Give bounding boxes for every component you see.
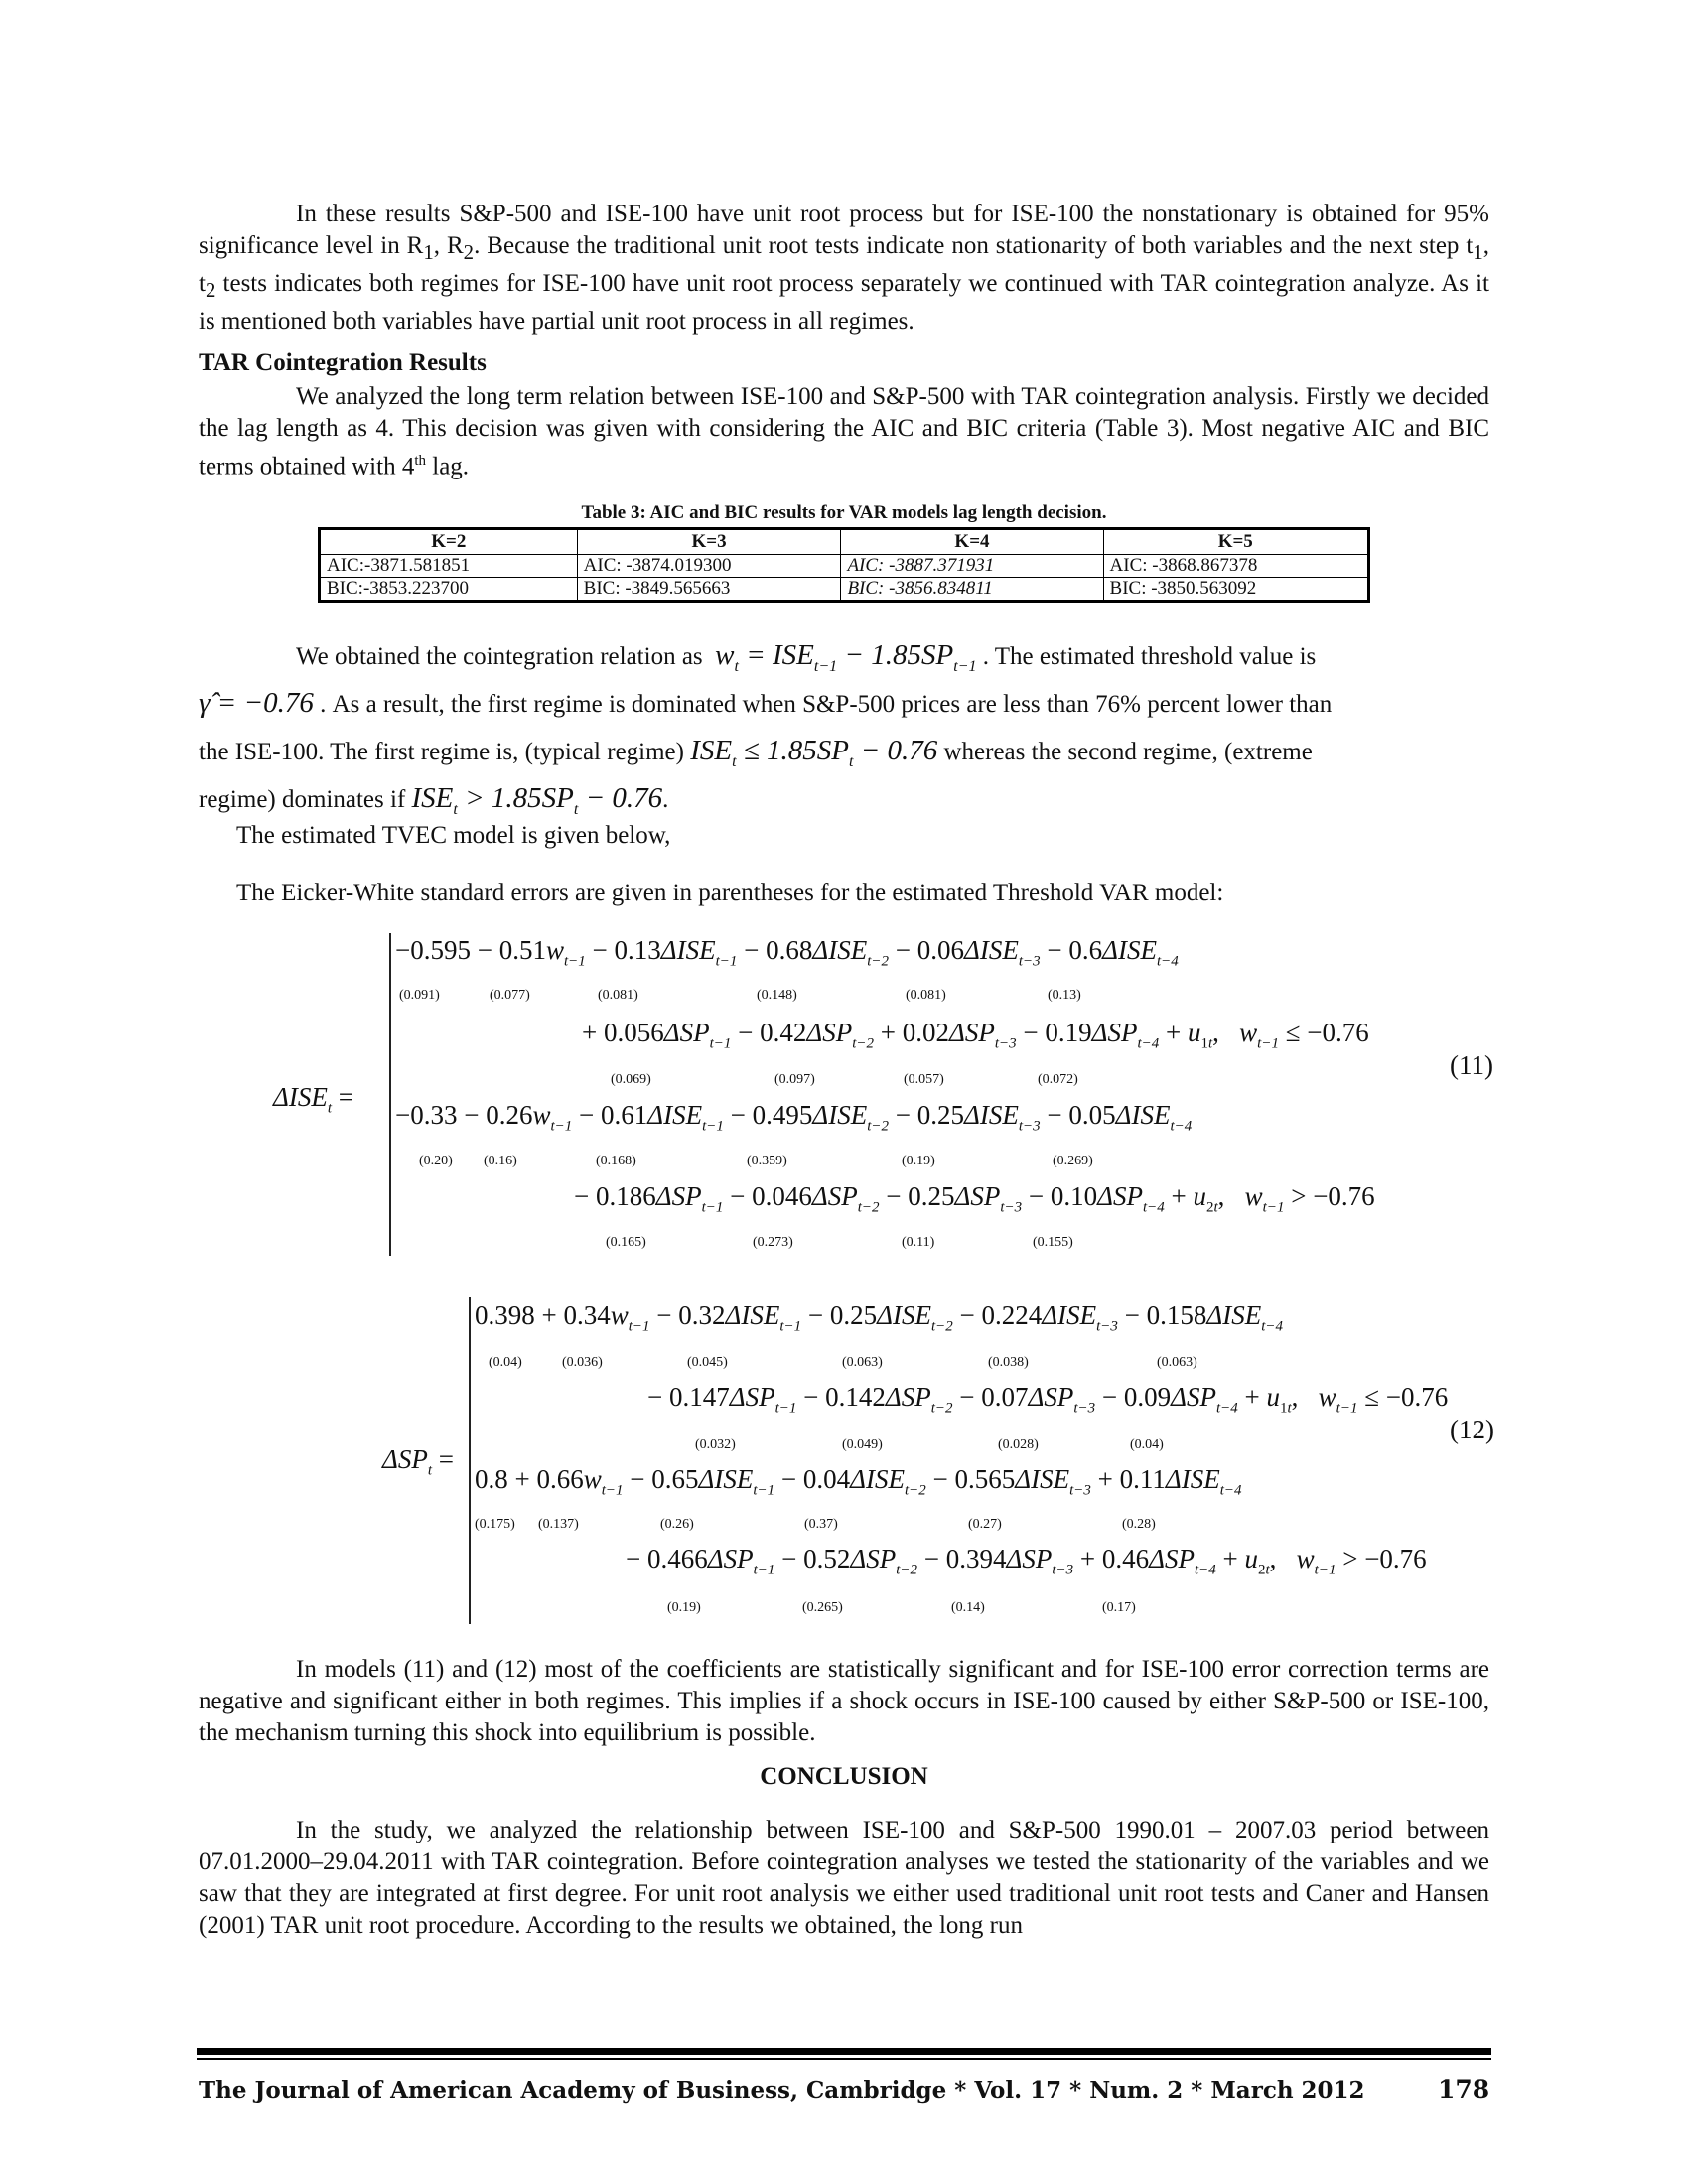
se: (0.14) [951,1600,985,1615]
eq12-regime2-line2: − $0.466\Delta SP_{t-1} - 0.52\Delta SP_{t-2} - 0.394\Delta SP_{t-3} + 0.46\Delta SP_{t-4} + u_{2t}$, $w_{t-1} > -0.76$ [626,1544,1427,1578]
table-cell: AIC:-3871.581851 [320,555,578,578]
table-header: K=3 [577,529,841,555]
table-header: K=2 [320,529,578,555]
equation-inline: $ISE_t \le 1.85SP_t - 0.76$ [690,735,938,770]
conclusion-paragraph-text: In the study, we analyzed the relationship between ISE-100 and S&P-500 1990.01 – 2007.03 period between 07.01.2000–29.04.2011 with TAR cointegration. Before cointegration analyses we tested the stationarity of the variables and we saw that they are integrated at first degree. For unit root analysis we either used traditional unit root tests and Caner and Hansen (2001) TAR unit root procedure. According to the results we obtained, the long run [199,1817,1489,1939]
table-header: K=5 [1103,529,1368,555]
se: (0.137) [538,1517,579,1532]
se: (0.175) [475,1517,515,1532]
se: (0.081) [598,988,638,1003]
se: (0.16) [484,1154,517,1168]
se: (0.063) [1157,1355,1197,1370]
aic-bic-table [318,527,1370,603]
eq12-regime1-line2: − $0.147\Delta SP_{t-1} - 0.142\Delta SP_{t-2} - 0.07\Delta SP_{t-3} - 0.09\Delta SP_{t-4} + u_{1t}$, $w_{t-1} \le -0.76$ [647,1382,1449,1417]
se: (0.27) [968,1517,1002,1532]
eq11-regime2-line1: $-0.33 - 0.26w_{t-1} - 0.61\Delta ISE_{t-1} - 0.495\Delta ISE_{t-2} - 0.25\Delta ISE_{t-3} - 0.05\Delta ISE_{t-4}$ [395,1100,1193,1135]
intro-paragraph: In these results S&P-500 and ISE-100 have unit root process but for ISE-100 the nonstationary is obtained for 95% significance level in $R_1$, $R_2$. Because the traditional unit root tests indicate non stationarity of both variables and the next step $t_1$, $t_2$ tests indicates both regimes for ISE-100 have unit root process separately we continued with TAR cointegration analyze. As it is mentioned both variables have partial unit root process in all regimes. [199,201,1489,335]
text: . As a result, the first regime is dominated when S&P-500 prices are less than 76% percent lower than [320,691,1333,718]
section-heading: TAR Cointegration Results [199,349,487,376]
se: (0.063) [842,1355,883,1370]
se: (0.04) [489,1355,522,1370]
text: . [662,786,669,813]
tvec-intro: The estimated TVEC model is given below, [236,822,671,849]
se: (0.13) [1048,988,1081,1003]
cointegration-line-2 [199,683,1489,725]
equation-inline: γ̂ = −0.76 [199,687,314,719]
eq11-label: (11) [1450,1050,1493,1080]
se: (0.19) [902,1154,935,1168]
table-cell: AIC: -3874.019300 [577,555,841,578]
eq11-lhs: $\Delta ISE_t$ = [273,1082,353,1117]
se: (0.049) [842,1437,883,1452]
se: (0.077) [490,988,530,1003]
eq11-brace [389,933,391,1256]
tar-paragraph: We analyzed the long term relation between ISE-100 and S&P-500 with TAR cointegration analysis. Firstly we decided the lag length as 4. This decision was given with considering the AIC and BIC criteria (Table 3). Most negative AIC and BIC terms obtained with 4th lag. [199,383,1489,480]
se: (0.069) [611,1072,651,1087]
se: (0.168) [596,1154,636,1168]
table-cell: BIC: -3856.834811 [841,578,1103,602]
eicker-line: The Eicker-White standard errors are given in parentheses for the estimated Threshold VAR model: [236,880,1224,906]
eq11-regime1-line2: + $0.056\Delta SP_{t-1} - 0.42\Delta SP_{t-2} + 0.02\Delta SP_{t-3} - 0.19\Delta SP_{t-4} + u_{1t}$, $w_{t-1} \le -0.76$ [582,1018,1369,1052]
table-cell: AIC: -3868.867378 [1103,555,1368,578]
se: (0.273) [753,1235,793,1250]
models-paragraph [199,1654,1489,1749]
table-header: K=4 [841,529,1103,555]
text: . The estimated threshold value is [982,643,1317,670]
se: (0.11) [902,1235,935,1250]
eq12-regime2-line1: $0.8 + 0.66w_{t-1} - 0.65\Delta ISE_{t-1} - 0.04\Delta ISE_{t-2} - 0.565\Delta ISE_{t-3} + 0.11\Delta ISE_{t-4}$ [475,1464,1242,1499]
footer-rule-thin [197,2058,1491,2060]
se: (0.37) [804,1517,838,1532]
eq12-lhs: $\Delta SP_t$ = [382,1444,454,1479]
text: whereas the second regime, (extreme [943,739,1313,765]
se: (0.155) [1033,1235,1073,1250]
eq11-regime2-line2: − $0.186\Delta SP_{t-1} - 0.046\Delta SP_{t-2} - 0.25\Delta SP_{t-3} - 0.10\Delta SP_{t-4} + u_{2t}$, $w_{t-1} > -0.76$ [574,1181,1375,1216]
eq12-label: (12) [1450,1415,1494,1444]
se: (0.19) [667,1600,701,1615]
page-number: 178 [1438,2075,1490,2104]
se: (0.081) [906,988,946,1003]
se: (0.269) [1053,1154,1093,1168]
table-cell: AIC: -3887.371931 [841,555,1103,578]
models-paragraph-text: In models (11) and (12) most of the coefficients are statistically significant and for ISE-100 error correction terms are negative and significant either in both regimes. This implies if a shock occurs in ISE-100 caused by either S&P-500 or ISE-100, the mechanism turning this shock into equilibrium is possible. [199,1656,1489,1746]
table-cell: BIC: -3850.563092 [1103,578,1368,602]
eq12-brace [469,1297,471,1624]
eq11-regime1-line1: $-0.595 - 0.51w_{t-1} - 0.13\Delta ISE_{t-1} - 0.68\Delta ISE_{t-2} - 0.06\Delta ISE_{t-3} - 0.6\Delta ISE_{t-4}$ [395,935,1179,970]
text: the ISE-100. The first regime is, (typical regime) [199,739,684,765]
conclusion-heading: CONCLUSION [760,1763,928,1790]
se: (0.097) [774,1072,815,1087]
se: (0.028) [998,1437,1039,1452]
text: regime) dominates if [199,786,406,813]
se: (0.057) [904,1072,944,1087]
cointegration-line-3 [199,731,1489,782]
table-header-row [320,529,1369,555]
se: (0.165) [606,1235,646,1250]
text: We obtained the cointegration relation as [296,643,703,670]
equation-inline: $ISE_t > 1.85SP_t - 0.76$ [411,782,663,818]
se: (0.091) [399,988,440,1003]
se: (0.036) [562,1355,603,1370]
table-row [320,578,1369,602]
se: (0.20) [419,1154,453,1168]
se: (0.265) [802,1600,843,1615]
se: (0.17) [1102,1600,1136,1615]
table-caption: Table 3: AIC and BIC results for VAR models lag length decision. [581,502,1107,523]
conclusion-paragraph [199,1815,1489,1942]
eq12-regime1-line1: $0.398 + 0.34w_{t-1} - 0.32\Delta ISE_{t-1} - 0.25\Delta ISE_{t-2} - 0.224\Delta ISE_{t-3} - 0.158\Delta ISE_{t-4}$ [475,1300,1284,1335]
se: (0.28) [1122,1517,1156,1532]
se: (0.072) [1038,1072,1078,1087]
se: (0.359) [747,1154,787,1168]
footer-journal: The Journal of American Academy of Business, Cambridge * Vol. 17 * Num. 2 * March 2012 [199,2077,1365,2104]
table-cell: BIC:-3853.223700 [320,578,578,602]
footer-rule [197,2048,1491,2055]
cointegration-line-1 [199,635,1489,687]
se: (0.045) [687,1355,728,1370]
table-row [320,555,1369,578]
se: (0.04) [1130,1437,1164,1452]
table-cell: BIC: -3849.565663 [577,578,841,602]
se: (0.148) [757,988,797,1003]
se: (0.032) [695,1437,736,1452]
se: (0.26) [660,1517,694,1532]
se: (0.038) [988,1355,1029,1370]
equation-inline: $w_t = ISE_{t-1} - 1.85SP_{t-1}$ [715,639,977,675]
